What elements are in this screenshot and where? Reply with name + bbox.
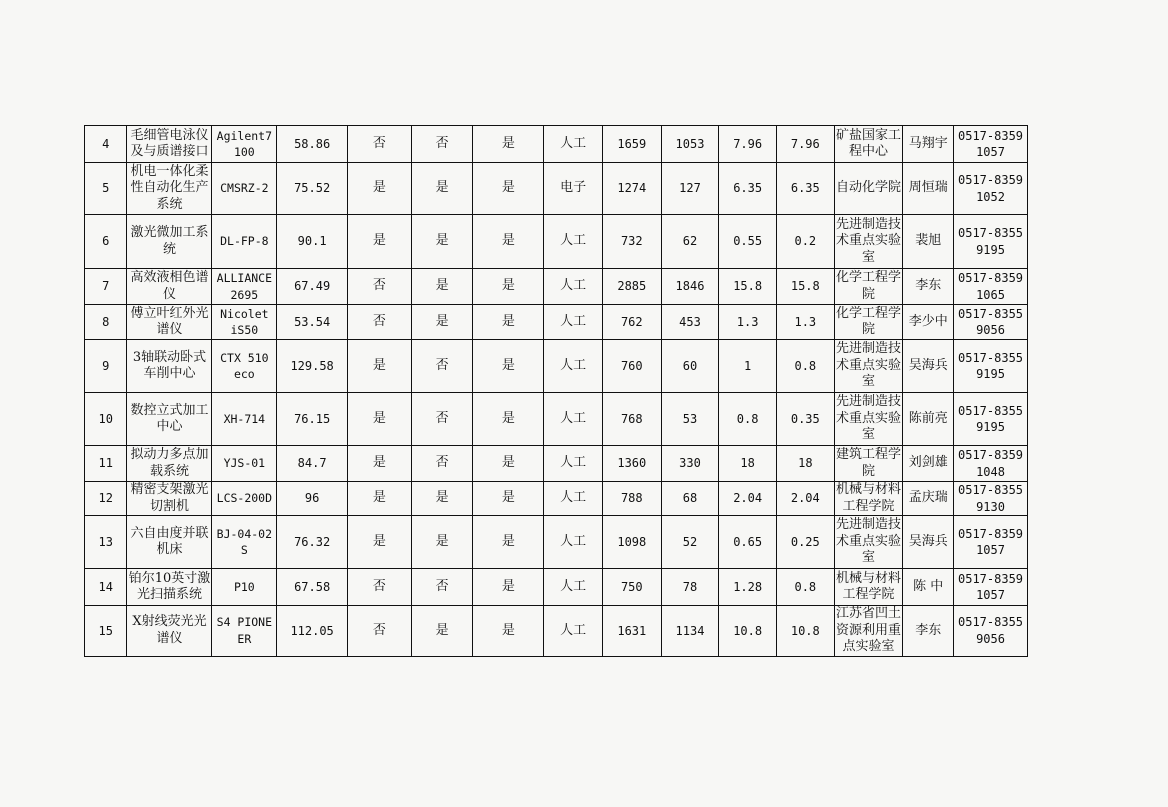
cell-model: P10 (212, 569, 277, 606)
cell-name: 激光微加工系统 (127, 215, 212, 269)
cell-person: 陈前亮 (903, 393, 954, 446)
cell-flag-3: 是 (473, 482, 544, 516)
cell-flag-2: 否 (411, 126, 473, 163)
cell-value-1: 1098 (602, 516, 661, 569)
cell-unit: 机械与材料工程学院 (834, 569, 903, 606)
cell-model: Nicolet iS50 (212, 305, 277, 340)
cell-value-1: 1360 (602, 446, 661, 482)
table-row (85, 269, 1028, 305)
cell-model: XH-714 (212, 393, 277, 446)
cell-value-2: 52 (661, 516, 719, 569)
cell-flag-1: 是 (348, 163, 412, 215)
cell-flag-3: 是 (473, 305, 544, 340)
cell-person: 李东 (903, 269, 954, 305)
cell-no: 12 (85, 482, 127, 516)
cell-value-2: 1053 (661, 126, 719, 163)
cell-flag-2: 否 (411, 393, 473, 446)
cell-person: 李东 (903, 606, 954, 657)
table-row (85, 163, 1028, 215)
cell-value-4: 0.8 (776, 569, 834, 606)
cell-value-3: 15.8 (719, 269, 777, 305)
cell-value-1: 768 (602, 393, 661, 446)
table-row (85, 305, 1028, 340)
cell-mode: 人工 (544, 606, 603, 657)
cell-value-1: 1659 (602, 126, 661, 163)
table-row (85, 606, 1028, 657)
table-row (85, 482, 1028, 516)
cell-flag-2: 是 (411, 163, 473, 215)
cell-name: 拟动力多点加载系统 (127, 446, 212, 482)
cell-flag-3: 是 (473, 446, 544, 482)
cell-phone: 0517-83591048 (954, 446, 1028, 482)
cell-unit: 建筑工程学院 (834, 446, 903, 482)
cell-model: CTX 510 eco (212, 340, 277, 393)
cell-unit: 化学工程学院 (834, 305, 903, 340)
cell-name: 数控立式加工中心 (127, 393, 212, 446)
cell-mode: 人工 (544, 569, 603, 606)
cell-phone: 0517-83559195 (954, 340, 1028, 393)
cell-no: 14 (85, 569, 127, 606)
cell-mode: 人工 (544, 126, 603, 163)
cell-price: 75.52 (277, 163, 348, 215)
cell-value-4: 0.35 (776, 393, 834, 446)
cell-phone: 0517-83559056 (954, 606, 1028, 657)
cell-unit: 矿盐国家工程中心 (834, 126, 903, 163)
cell-person: 吴海兵 (903, 516, 954, 569)
cell-price: 129.58 (277, 340, 348, 393)
cell-model: BJ-04-02S (212, 516, 277, 569)
cell-value-3: 7.96 (719, 126, 777, 163)
cell-flag-3: 是 (473, 126, 544, 163)
cell-mode: 电子 (544, 163, 603, 215)
cell-value-2: 1846 (661, 269, 719, 305)
cell-unit: 江苏省凹土资源利用重点实验室 (836, 606, 902, 654)
cell-value-3: 18 (719, 446, 777, 482)
cell-person: 周恒瑞 (903, 163, 954, 215)
cell-mode: 人工 (544, 269, 603, 305)
cell-mode: 人工 (544, 340, 603, 393)
cell-model: YJS-01 (212, 446, 277, 482)
cell-unit: 化学工程学院 (834, 269, 903, 305)
cell-flag-2: 是 (411, 482, 473, 516)
cell-value-4: 0.8 (776, 340, 834, 393)
cell-name: 毛细管电泳仪及与质谱接口 (127, 126, 212, 163)
cell-value-3: 1 (719, 340, 777, 393)
cell-flag-1: 是 (348, 516, 412, 569)
cell-value-2: 78 (661, 569, 719, 606)
cell-value-4: 6.35 (776, 163, 834, 215)
cell-flag-1: 否 (348, 606, 412, 657)
cell-phone: 0517-83591052 (954, 163, 1028, 215)
cell-flag-3: 是 (473, 606, 544, 657)
cell-flag-3: 是 (473, 340, 544, 393)
cell-model: CMSRZ-2 (212, 163, 277, 215)
cell-phone: 0517-83559195 (954, 215, 1028, 269)
cell-unit: 先进制造技术重点实验室 (834, 340, 903, 393)
cell-value-3: 2.04 (719, 482, 777, 516)
cell-value-2: 453 (661, 305, 719, 340)
cell-phone: 0517-83559195 (954, 393, 1028, 446)
table-row (85, 126, 1028, 163)
cell-no: 11 (85, 446, 127, 482)
cell-unit: 先进制造技术重点实验室 (834, 516, 903, 569)
cell-price: 67.49 (277, 269, 348, 305)
cell-no: 10 (85, 393, 127, 446)
cell-flag-2: 否 (411, 569, 473, 606)
cell-value-2: 62 (661, 215, 719, 269)
cell-value-2: 60 (661, 340, 719, 393)
cell-name: 高效液相色谱仪 (127, 269, 212, 305)
cell-unit: 先进制造技术重点实验室 (834, 393, 903, 446)
cell-value-2: 1134 (661, 606, 719, 657)
cell-flag-1: 是 (348, 393, 412, 446)
cell-price: 53.54 (277, 305, 348, 340)
cell-no: 9 (85, 340, 127, 393)
cell-value-4: 10.8 (776, 606, 834, 657)
cell-no: 7 (85, 269, 127, 305)
cell-flag-3: 是 (473, 393, 544, 446)
cell-mode: 人工 (544, 305, 603, 340)
cell-person: 马翔宇 (903, 126, 954, 163)
cell-no: 5 (85, 163, 127, 215)
cell-value-4: 18 (776, 446, 834, 482)
cell-flag-2: 否 (411, 340, 473, 393)
table-row (85, 393, 1028, 446)
cell-mode: 人工 (544, 215, 603, 269)
cell-person: 吴海兵 (903, 340, 954, 393)
cell-name: 铂尔10英寸激光扫描系统 (127, 569, 212, 606)
cell-value-4: 0.2 (776, 215, 834, 269)
cell-mode: 人工 (544, 482, 603, 516)
cell-name: 六自由度并联机床 (127, 516, 212, 569)
cell-price: 67.58 (277, 569, 348, 606)
cell-value-3: 1.28 (719, 569, 777, 606)
cell-value-2: 127 (661, 163, 719, 215)
cell-flag-3: 是 (473, 269, 544, 305)
cell-flag-1: 是 (348, 482, 412, 516)
cell-name: X射线荧光光谱仪 (127, 606, 212, 657)
cell-value-3: 10.8 (719, 606, 777, 657)
cell-value-4: 15.8 (776, 269, 834, 305)
cell-flag-2: 是 (411, 606, 473, 657)
cell-flag-1: 否 (348, 269, 412, 305)
cell-person: 陈 中 (903, 569, 954, 606)
cell-model: DL-FP-8 (212, 215, 277, 269)
cell-flag-2: 是 (411, 305, 473, 340)
cell-mode: 人工 (544, 446, 603, 482)
cell-flag-1: 否 (348, 305, 412, 340)
cell-name: 傅立叶红外光谱仪 (127, 305, 212, 340)
cell-value-4: 0.25 (776, 516, 834, 569)
equipment-table (84, 125, 1028, 657)
cell-flag-3: 是 (473, 163, 544, 215)
cell-value-1: 732 (602, 215, 661, 269)
cell-flag-2: 否 (411, 446, 473, 482)
cell-value-3: 1.3 (719, 305, 777, 340)
table-row (85, 516, 1028, 569)
cell-flag-1: 否 (348, 569, 412, 606)
cell-value-3: 0.65 (719, 516, 777, 569)
cell-flag-1: 是 (348, 215, 412, 269)
cell-mode: 人工 (544, 516, 603, 569)
cell-model: ALLIANCE 2695 (212, 269, 277, 305)
cell-no: 8 (85, 305, 127, 340)
cell-flag-2: 是 (411, 269, 473, 305)
cell-price: 84.7 (277, 446, 348, 482)
cell-model: Agilent7100 (212, 126, 277, 163)
cell-value-1: 788 (602, 482, 661, 516)
cell-phone: 0517-83591057 (954, 569, 1028, 606)
cell-no: 15 (85, 606, 127, 657)
table-body (85, 126, 1028, 657)
table-row (85, 569, 1028, 606)
cell-value-2: 68 (661, 482, 719, 516)
table-row (85, 215, 1028, 269)
cell-name: 精密支架激光切割机 (127, 482, 212, 516)
cell-value-4: 2.04 (776, 482, 834, 516)
cell-price: 90.1 (277, 215, 348, 269)
cell-flag-1: 是 (348, 340, 412, 393)
cell-value-3: 0.8 (719, 393, 777, 446)
cell-person: 刘剑雄 (903, 446, 954, 482)
cell-no: 4 (85, 126, 127, 163)
cell-value-1: 2885 (602, 269, 661, 305)
cell-value-3: 0.55 (719, 215, 777, 269)
cell-value-4: 7.96 (776, 126, 834, 163)
cell-unit: 自动化学院 (834, 163, 903, 215)
cell-value-2: 53 (661, 393, 719, 446)
cell-unit: 机械与材料工程学院 (836, 482, 902, 514)
cell-value-3: 6.35 (719, 163, 777, 215)
cell-value-1: 762 (602, 305, 661, 340)
cell-price: 58.86 (277, 126, 348, 163)
cell-person: 李少中 (903, 305, 954, 340)
cell-flag-3: 是 (473, 215, 544, 269)
cell-flag-2: 是 (411, 215, 473, 269)
cell-value-1: 1631 (602, 606, 661, 657)
cell-phone: 0517-83591065 (954, 269, 1028, 305)
cell-phone: 0517-83559130 (954, 482, 1028, 516)
cell-flag-1: 否 (348, 126, 412, 163)
cell-mode: 人工 (544, 393, 603, 446)
cell-value-4: 1.3 (776, 305, 834, 340)
cell-value-1: 760 (602, 340, 661, 393)
cell-name: 机电一体化柔性自动化生产系统 (127, 163, 212, 215)
cell-flag-3: 是 (473, 569, 544, 606)
cell-value-2: 330 (661, 446, 719, 482)
cell-no: 13 (85, 516, 127, 569)
table-row (85, 446, 1028, 482)
table-row (85, 340, 1028, 393)
cell-name: 3轴联动卧式车削中心 (127, 340, 212, 393)
cell-model: S4 PIONEER (212, 606, 277, 657)
cell-flag-1: 是 (348, 446, 412, 482)
cell-flag-3: 是 (473, 516, 544, 569)
cell-price: 76.15 (277, 393, 348, 446)
cell-flag-2: 是 (411, 516, 473, 569)
cell-price: 96 (277, 482, 348, 516)
cell-model: LCS-200D (212, 482, 277, 516)
cell-unit: 先进制造技术重点实验室 (834, 215, 903, 269)
cell-phone: 0517-83559056 (954, 305, 1028, 340)
cell-price: 76.32 (277, 516, 348, 569)
cell-person: 裴旭 (903, 215, 954, 269)
cell-value-1: 1274 (602, 163, 661, 215)
cell-phone: 0517-83591057 (954, 126, 1028, 163)
cell-phone: 0517-83591057 (954, 516, 1028, 569)
cell-price: 112.05 (277, 606, 348, 657)
cell-no: 6 (85, 215, 127, 269)
cell-person: 孟庆瑞 (903, 482, 954, 516)
cell-value-1: 750 (602, 569, 661, 606)
